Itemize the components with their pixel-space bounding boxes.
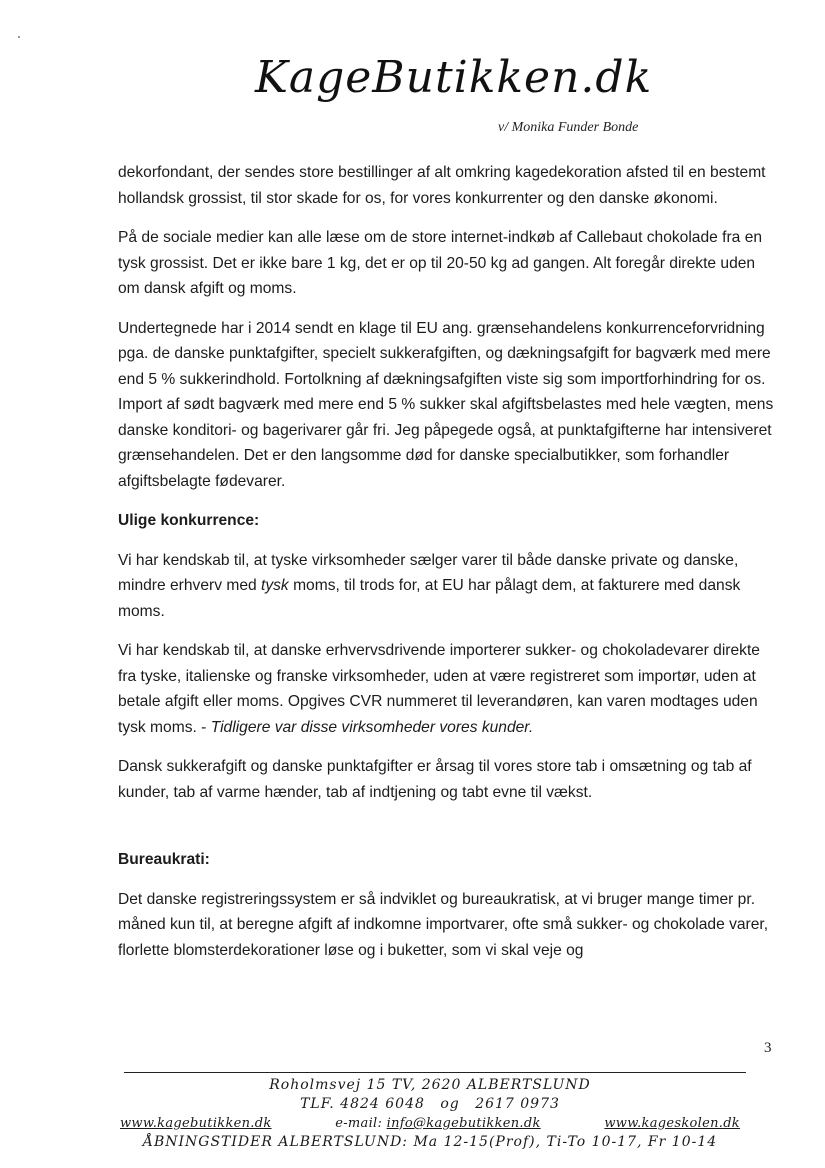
letter-body — [118, 160, 778, 977]
email-link[interactable]: info@kagebutikken.dk — [386, 1116, 541, 1131]
emphasis-text: tysk — [261, 577, 289, 594]
emphasis-text: Tidligere var disse virksomheder vores kunder. — [210, 718, 534, 736]
phone-label: TLF. — [300, 1096, 335, 1112]
paragraph: dekorfondant, der sendes store bestillinger af alt omkring kagedekoration afsted til en bestemt hollandsk grossist, til stor skade for os, for vores konkurrenter og den danske økonomi. — [118, 164, 766, 207]
paragraph: Det danske registreringssystem er så indviklet og bureaukratisk, at vi bruger mange timer pr. måned kun til, at beregne afgift af indkomne importvarer, ofte små sukker- og chokolade varer, florlette blomsterdekorationer løse og i buketter, som vi skal veje og — [118, 890, 769, 959]
phone-and: og — [440, 1096, 460, 1112]
page-number: 3 — [764, 1040, 772, 1056]
website-link-kagebutikken[interactable]: www.kagebutikken.dk — [120, 1116, 272, 1131]
scan-speck — [18, 36, 20, 38]
opening-hours: ÅBNINGSTIDER ALBERTSLUND: Ma 12-15(Prof), Ti-To 10-17, Fr 10-14 — [142, 1134, 718, 1150]
paragraph: På de sociale medier kan alle læse om de store internet-indkøb af Callebaut chokolade fra en tysk grossist. Det er ikke bare 1 kg, det er op til 20-50 kg ad gangen. Alt foregår direkte uden om dansk afgift og moms. — [118, 229, 763, 297]
section-heading-ulige-konkurrence: Ulige konkurrence: — [118, 512, 260, 529]
paragraph — [118, 548, 778, 625]
email-group — [335, 1114, 540, 1133]
footer-divider — [124, 1072, 746, 1073]
section-heading-bureaukrati: Bureaukrati: — [118, 851, 210, 868]
footer-phone — [100, 1095, 760, 1114]
text-run: Vi har kendskab til, at tyske virksomheder sælger varer til både danske private og danske, mindre erhverv med — [118, 551, 739, 594]
footer-address: Roholmsvej 15 TV, 2620 ALBERTSLUND — [269, 1077, 591, 1093]
website-link-kageskolen[interactable]: www.kageskolen.dk — [604, 1116, 740, 1131]
text-run: Vi har kendskab til, at danske erhvervsdrivende importerer sukker- og chokoladevarer direkte fra tyske, italienske og franske virksomheder, uden at være registreret som importør, uden at betale afgift eller moms. Opgives CVR nummeret til leverandøren, kan varen modtages uden tysk moms. - — [118, 642, 760, 736]
email-label: e-mail: — [335, 1116, 383, 1131]
footer — [100, 1076, 760, 1152]
text-run: moms, til trods for, at EU har pålagt dem, at fakturere med dansk moms. — [118, 577, 741, 620]
paragraph: Dansk sukkerafgift og danske punktafgifter er årsag til vores store tab i omsætning og tab af kunder, tab af varme hænder, tab af indtjening og tabt evne til vækst. — [118, 758, 752, 801]
footer-links — [100, 1114, 760, 1133]
phone-number-2: 2617 0973 — [475, 1096, 560, 1112]
paragraph — [118, 638, 778, 740]
phone-number-1: 4824 6048 — [340, 1096, 425, 1112]
company-logo: KageButikken.dk — [255, 52, 653, 103]
owner-line: v/ Monika Funder Bonde — [498, 120, 639, 135]
paragraph: Undertegnede har i 2014 sendt en klage til EU ang. grænsehandelens konkurrenceforvridning pga. de danske punktafgifter, specielt sukkerafgiften, og dækningsafgift for bagværk med mere end 5 % sukkerindhold. Fortolkning af dækningsafgiften viste sig som importforhindring for os. Import af sødt bagværk med mere end 5 % sukker skal afgiftsbelastes med hele vægten, mens danske konditori- og bagerivarer går fri. Jeg påpegede også, at punktafgifterne har intensiveret grænsehandelen. Det er den langsomme død for danske specialbutikker, som forhandler afgiftsbelagte fødevarer. — [118, 319, 774, 490]
